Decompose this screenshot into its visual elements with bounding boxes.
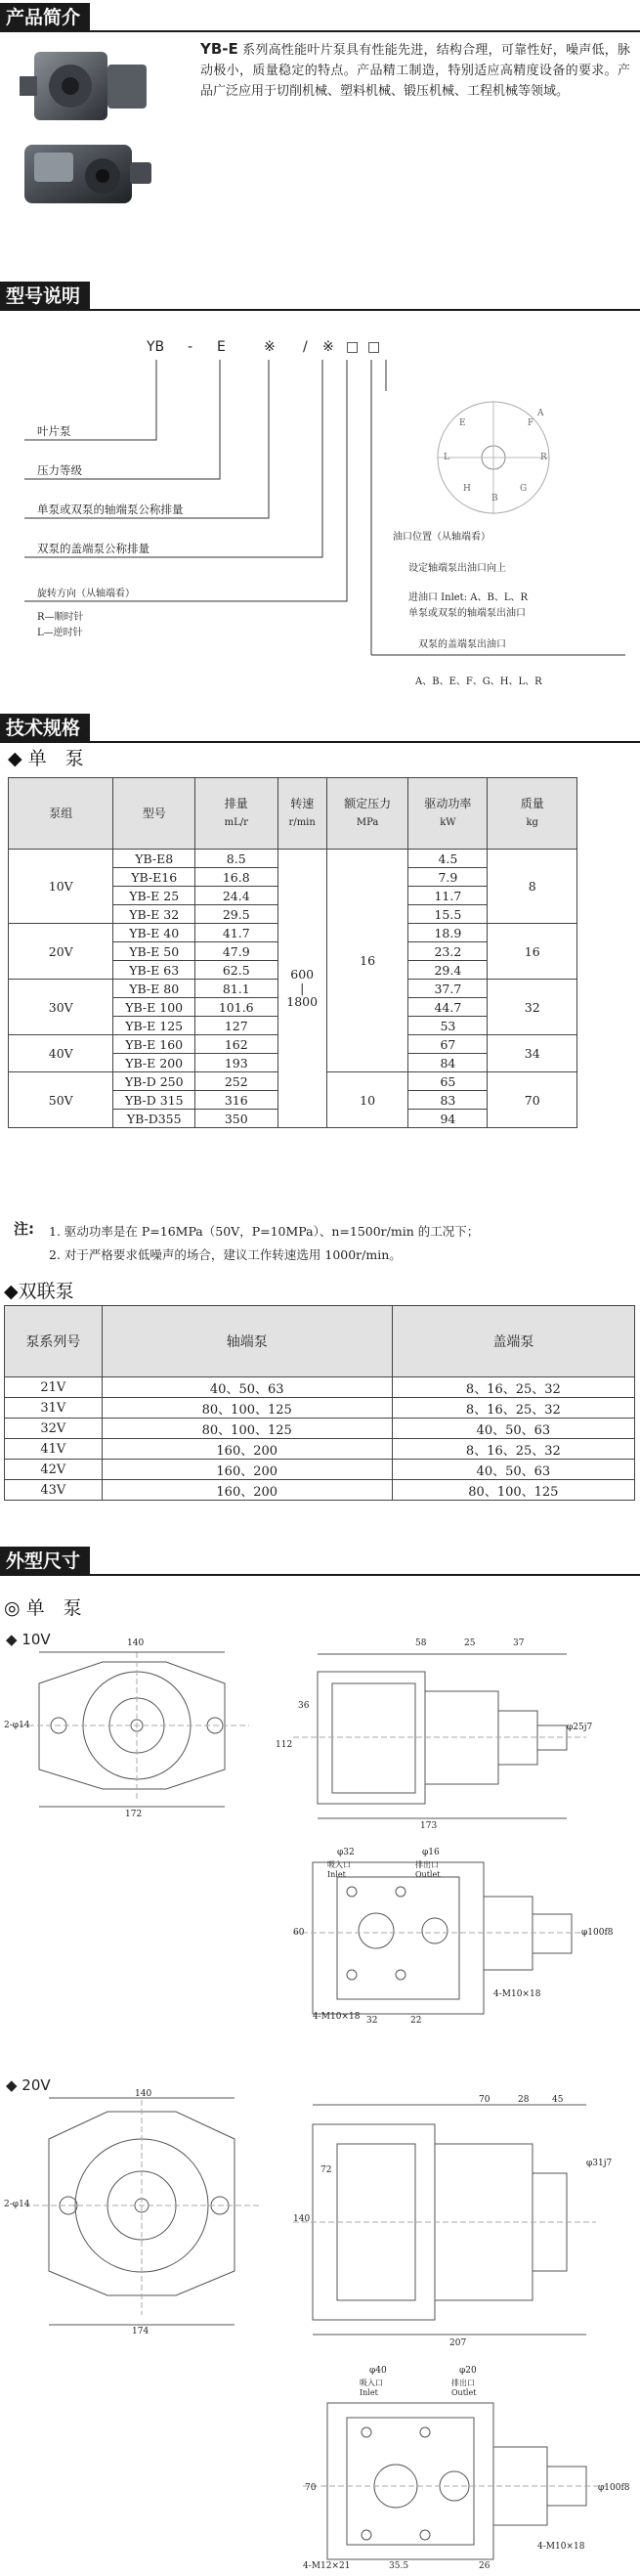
brand-name: YB-E — [200, 40, 238, 58]
double-pump-title: ◆双联泵 — [4, 1281, 74, 1302]
divider — [0, 1574, 640, 1576]
port-letter: F — [528, 418, 534, 428]
table-row: YB-E 32 29.5 15.5 — [9, 905, 577, 924]
drawing-20v — [0, 2090, 640, 2574]
note-item: 1. 驱动功率是在 P=16MPa（50V，P=10MPa）、n=1500r/min 的工况下； — [49, 1224, 480, 1239]
dim-label: 140 — [127, 1638, 145, 1648]
table-row: YB-E16 16.8 7.9 — [9, 868, 577, 887]
single-pump-title: ◆ 单 泵 — [8, 748, 84, 769]
dim-label: 37 — [513, 1638, 525, 1648]
dim-label: 172 — [125, 1810, 143, 1819]
col-header: 轴端泵 — [102, 1306, 392, 1377]
pump-photo — [15, 37, 161, 223]
table-row: 50V YB-D 250 252 10 65 70 — [9, 1072, 577, 1091]
dim-label: 35.5 — [389, 2561, 409, 2571]
model-right-label: 单泵或双泵的轴端泵出油口 — [408, 608, 526, 619]
table-row: YB-E 100 101.6 44.7 — [9, 998, 577, 1017]
port-letter: G — [520, 484, 528, 494]
dim-label: 4-M10×18 — [537, 2542, 585, 2552]
dim-label: 58 — [415, 1638, 427, 1648]
dim-label: 4-M10×18 — [493, 1989, 541, 1999]
table-row: 30V YB-E 80 81.1 37.7 32 — [9, 980, 577, 998]
dim-label: φ100f8 — [581, 1928, 614, 1938]
notes-label: 注: — [14, 1220, 34, 1238]
dim-label: φ20 — [459, 2366, 477, 2376]
v20-label: ◆ 20V — [6, 2076, 51, 2094]
code-part: - — [188, 339, 193, 355]
table-row: 40V YB-E 160 162 67 34 — [9, 1035, 577, 1054]
dim-label: 36 — [298, 1701, 310, 1711]
table-row: 10V YB-E8 8.5 600 | 1800 16 4.5 8 — [9, 850, 577, 868]
dim-label: 45 — [552, 2095, 564, 2105]
model-label: L—逆时针 — [37, 628, 83, 638]
dim-label: φ31j7 — [586, 2159, 613, 2168]
code-part: ※ — [264, 339, 276, 355]
dim-label: φ40 — [369, 2366, 387, 2376]
dim-label: 70 — [479, 2095, 491, 2105]
code-part: / — [303, 339, 308, 355]
col-header: 排量 mL/r — [194, 778, 277, 850]
intro-paragraph — [200, 39, 630, 102]
model-label: 旋转方向（从轴端看） — [37, 589, 135, 599]
dim-label: φ32 — [337, 1848, 355, 1857]
model-label: 双泵的盖端泵公称排量 — [37, 542, 149, 555]
dim-label: 排出口 Outlet — [415, 1860, 441, 1879]
table-row: 31V 80、100、125 8、16、25、32 — [5, 1398, 635, 1419]
dim-label: 吸入口 Inlet — [360, 2379, 383, 2397]
port-letter: B — [491, 494, 498, 503]
single-pump-table — [8, 777, 577, 1128]
dim-label: 排出口 Outlet — [451, 2379, 477, 2397]
port-letter: L — [444, 453, 449, 462]
dim-label: 吸入口 Inlet — [327, 1860, 351, 1879]
table-row: YB-E 63 62.5 29.4 — [9, 961, 577, 980]
dim-label: φ25j7 — [567, 1723, 593, 1732]
intro-text: 系列高性能叶片泵具有性能先进，结构合理，可靠性好，噪声低，脉动极小，质量稳定的特点。产品精工制造，特别适应高精度设备的要求。产品广泛应用于切削机械、塑料机械、锻压机械、工程机械等领域。 — [200, 43, 630, 99]
section-header-intro: 产品简介 — [0, 3, 90, 32]
model-label: 单泵或双泵的轴端泵公称排量 — [37, 502, 184, 516]
drawing-10v — [0, 1642, 640, 2033]
dim-label: 60 — [293, 1928, 305, 1938]
table-row: YB-E 25 24.4 11.7 — [9, 887, 577, 905]
divider — [0, 30, 640, 32]
model-right-label: 设定轴端泵出油口向上 — [408, 563, 506, 574]
dim-label: 174 — [132, 2327, 149, 2336]
model-right-label: 双泵的盖端泵出油口 — [418, 639, 506, 650]
table-row: YB-D355 350 94 — [9, 1110, 577, 1128]
dim-label: 2-φ14 — [4, 1721, 30, 1730]
table-row: 32V 80、100、125 40、50、63 — [5, 1419, 635, 1439]
dim-label: 4-M12×21 — [303, 2561, 351, 2571]
model-right-label: 进油口 Inlet: A、B、L、R — [408, 592, 528, 603]
table-row: 41V 160、200 8、16、25、32 — [5, 1439, 635, 1460]
table-row: 42V 160、200 40、50、63 — [5, 1460, 635, 1480]
dim-label: 4-M10×18 — [313, 2012, 361, 2022]
dim-label: 26 — [479, 2561, 491, 2571]
col-header: 盖端泵 — [392, 1306, 634, 1377]
dim-label: 22 — [410, 2016, 422, 2026]
v10-label: ◆ 10V — [6, 1631, 51, 1648]
dim-label: 28 — [518, 2095, 530, 2105]
code-part: ※ — [322, 339, 334, 355]
col-header: 质量 kg — [488, 778, 577, 850]
col-header: 转速 r/min — [277, 778, 326, 850]
code-part: □ — [346, 339, 360, 355]
section-header-spec: 技术规格 — [0, 714, 90, 743]
dim-label: 140 — [293, 2214, 311, 2224]
dim-label: 25 — [464, 1638, 476, 1648]
col-header: 驱动功率 kW — [408, 778, 488, 850]
double-pump-table — [4, 1305, 635, 1501]
col-header: 泵组 — [9, 778, 113, 850]
code-part: E — [217, 339, 226, 355]
single-pump-dim-title: ◎ 单 泵 — [4, 1597, 82, 1619]
table-row: 43V 160、200 80、100、125 — [5, 1480, 635, 1501]
model-right-label: A、B、E、F、G、H、L、R — [415, 677, 542, 687]
section-header-dimensions: 外型尺寸 — [0, 1547, 90, 1576]
table-row: 20V YB-E 40 41.7 18.9 16 — [9, 924, 577, 942]
note-item: 2. 对于严格要求低噪声的场合，建议工作转速选用 1000r/min。 — [49, 1247, 402, 1262]
col-header: 泵系列号 — [5, 1306, 103, 1377]
model-label: 叶片泵 — [37, 424, 71, 438]
model-label: R—顺时针 — [37, 612, 84, 623]
code-part: □ — [367, 339, 381, 355]
dim-label: 72 — [320, 2165, 332, 2175]
table-row: YB-E 200 193 84 — [9, 1054, 577, 1072]
table-row: YB-E 50 47.9 23.2 — [9, 942, 577, 961]
model-right-label: 油口位置（从轴端看） — [393, 532, 491, 543]
dim-label: φ16 — [422, 1848, 440, 1857]
section-header-model: 型号说明 — [0, 282, 90, 311]
dim-label: 2-φ14 — [4, 2200, 30, 2209]
col-header: 额定压力 MPa — [326, 778, 407, 850]
dim-label: 32 — [366, 2016, 378, 2026]
divider — [0, 309, 640, 311]
table-row: 21V 40、50、63 8、16、25、32 — [5, 1377, 635, 1398]
col-header: 型号 — [113, 778, 194, 850]
table-row: YB-D 315 316 83 — [9, 1091, 577, 1110]
dim-label: 70 — [305, 2483, 317, 2493]
port-letter: H — [463, 484, 471, 494]
code-part: YB — [147, 339, 165, 355]
dim-label: φ100f8 — [598, 2483, 630, 2493]
dim-label: 112 — [276, 1740, 293, 1750]
dim-label: 140 — [135, 2089, 152, 2099]
model-code-lines — [0, 352, 640, 684]
divider — [0, 741, 640, 743]
port-letter: R — [540, 453, 547, 462]
dim-label: 207 — [449, 2338, 467, 2348]
port-letter: A — [537, 409, 544, 418]
dim-label: 173 — [420, 1821, 438, 1831]
port-letter: E — [459, 418, 466, 428]
model-label: 压力等级 — [37, 463, 82, 477]
table-row: YB-E 125 127 53 — [9, 1017, 577, 1035]
